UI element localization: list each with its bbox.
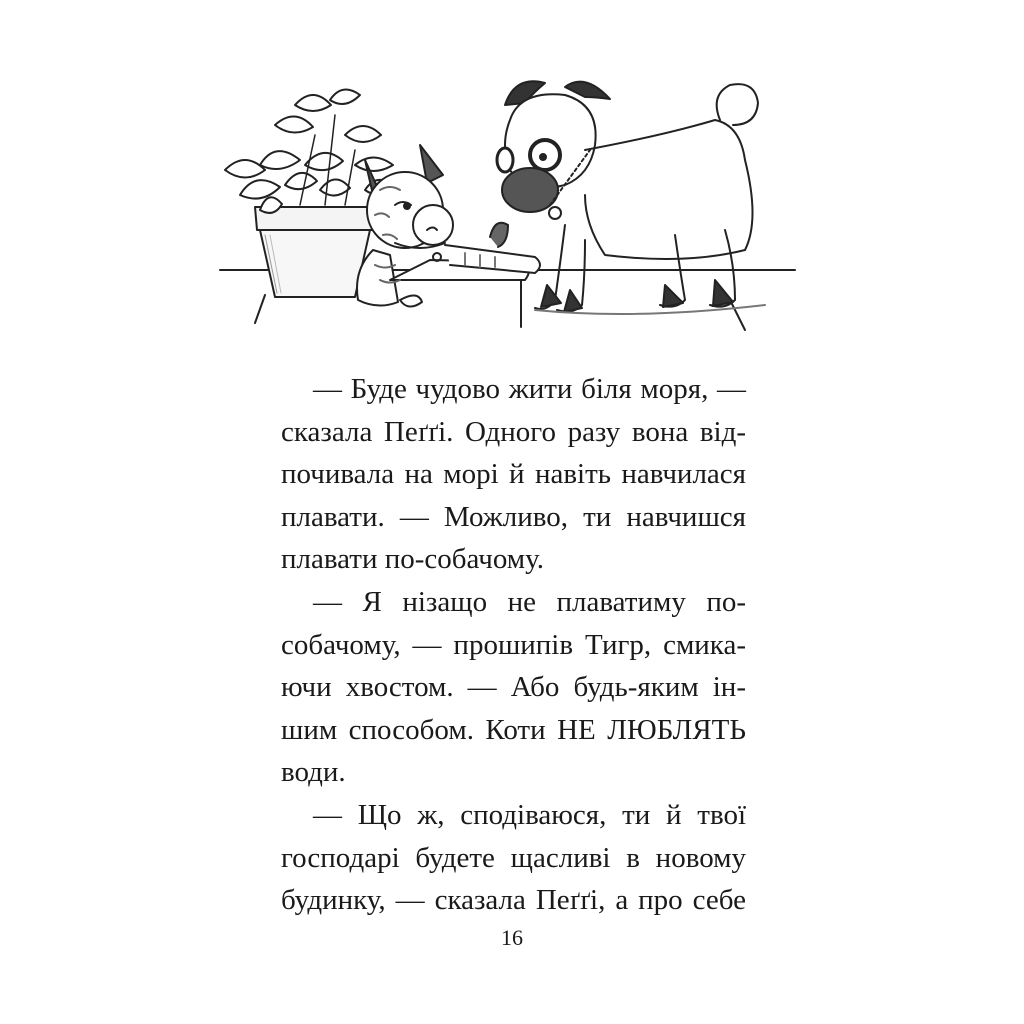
text-line: сказала Пеґґі. Одного разу вона від-: [281, 415, 746, 448]
text-line: господарі будете щасливі в новому: [281, 841, 746, 874]
illustration: [205, 65, 815, 335]
text-line: — Я нізащо не плаватиму по-: [313, 585, 746, 618]
text-line: плавати. — Можливо, ти навчишся: [281, 500, 746, 533]
cat-and-pug-illustration: [205, 65, 815, 335]
pug-icon: [497, 81, 765, 314]
paragraph-3: [281, 794, 746, 922]
text-line: води.: [281, 756, 346, 789]
body-text: [281, 368, 746, 922]
text-line: шим способом. Коти НЕ ЛЮБЛЯТЬ: [281, 713, 746, 746]
text-line: ючи хвостом. — Або будь-яким ін-: [281, 671, 746, 704]
text-line: — Що ж, сподіваюся, ти й твої: [313, 798, 746, 831]
text-line: собачому, — прошипів Тигр, смика-: [281, 628, 746, 661]
text-line: будинку, — сказала Пеґґі, а про себе: [281, 884, 746, 917]
paragraph-2: [281, 581, 746, 794]
text-line: почивала на морі й навіть навчилася: [281, 458, 746, 491]
paragraph-1: [281, 368, 746, 581]
page-number: 16: [501, 925, 523, 950]
text-line: — Буде чудово жити біля моря, —: [313, 373, 746, 405]
text-line: плавати по-собачому.: [281, 543, 544, 576]
